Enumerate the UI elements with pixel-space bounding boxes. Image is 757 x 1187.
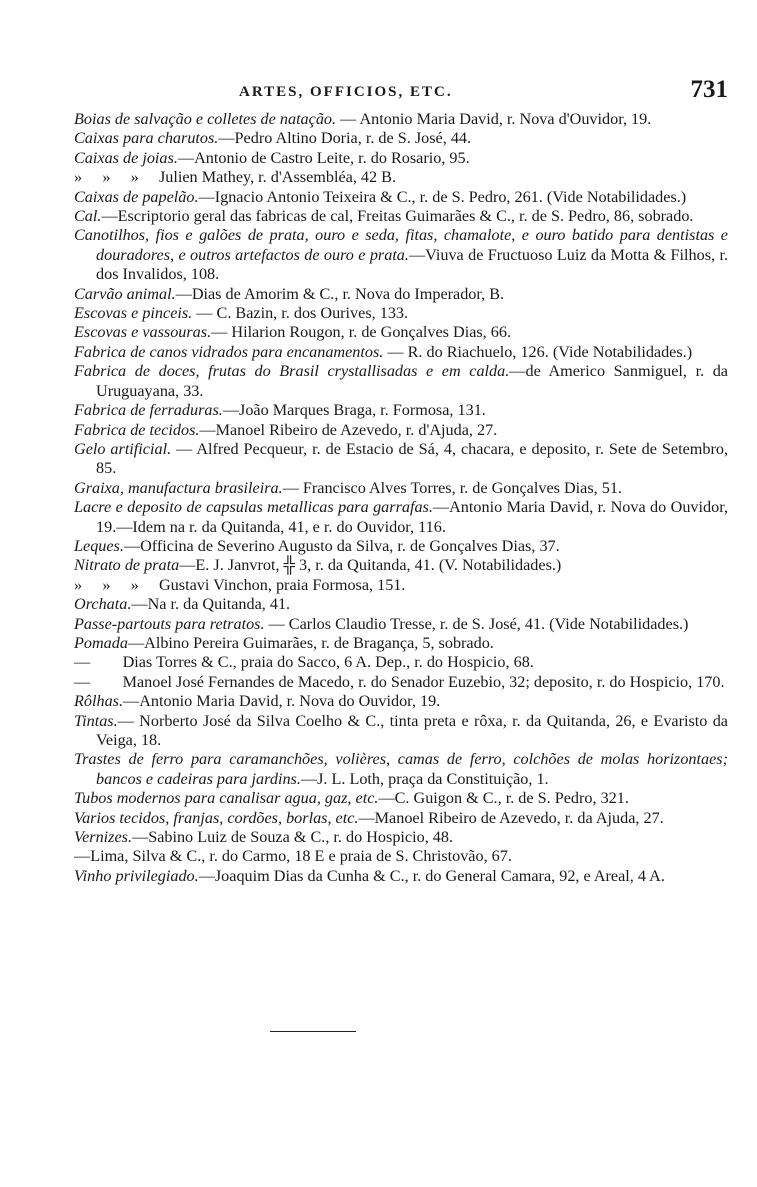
entry-details: —Antonio Maria David, r. Nova do Ouvidor, 19.—Idem na r. da Quitanda, 41, e r. do Ouvidor, 116. <box>96 498 733 536</box>
entry-trade: Fabrica de doces, frutas do Brasil crystallisadas e em calda. <box>74 362 510 381</box>
entry-trade: Trastes de ferro para caramanchões, volières, camas de ferro, colchões de molas horizontaes; bancos e cadeiras para jardins. <box>74 750 733 788</box>
entry-details: —Joaquim Dias da Cunha & C., r. do General Camara, 92, e Areal, 4 A. <box>198 866 665 885</box>
entry-trade: Fabrica de canos vidrados para encanamentos. <box>74 342 384 361</box>
entry-details: —Viuva de Fructuoso Luiz da Motta & Filhos, r. dos Invalidos, 108. <box>96 245 733 284</box>
entry-details: — Manoel José Fernandes de Macedo, r. do Senador Euzebio, 32; deposito, r. do Hospicio, 170. <box>74 672 725 691</box>
list-item <box>74 634 728 653</box>
entry-details: — Hilarion Rougon, r. de Gonçalves Dias, 66. <box>211 323 512 342</box>
list-item <box>74 479 728 498</box>
list-item <box>74 188 728 207</box>
closing-rule <box>270 1031 356 1032</box>
entry-details: — Norberto José da Silva Coelho & C., tinta preta e rôxa, r. da Quitanda, 26, e Evaristo da Veiga, 18. <box>96 711 732 749</box>
entry-details: —Dias de Amorim & C., r. Nova do Imperador, B. <box>175 284 505 303</box>
list-item <box>74 537 728 556</box>
entry-details: —J. L. Loth, praça da Constituição, 1. <box>300 769 549 788</box>
list-item <box>74 343 728 362</box>
entry-trade: Vernizes. <box>74 828 132 847</box>
entry-trade: Caixas para charutos. <box>74 129 219 148</box>
entry-details: —Escriptorio geral das fabricas de cal, Freitas Guimarães & C., r. de S. Pedro, 86, sobrado. <box>101 207 694 226</box>
entry-details: —C. Guigon & C., r. de S. Pedro, 321. <box>378 789 629 808</box>
list-item <box>74 304 728 323</box>
list-item <box>74 750 733 789</box>
entry-trade: Escovas e vassouras. <box>74 323 212 342</box>
list-item <box>74 673 728 692</box>
list-item <box>74 226 733 284</box>
list-item <box>74 168 728 187</box>
list-item <box>74 576 728 595</box>
entry-trade: Tubos modernos para canalisar agua, gaz, etc. <box>74 789 379 808</box>
list-item <box>74 110 728 129</box>
entry-trade: Lacre e deposito de capsulas metallicas para garrafas. <box>74 498 433 517</box>
list-item <box>74 149 728 168</box>
entry-details: —Ignacio Antonio Teixeira & C., r. de S. Pedro, 261. (Vide Notabilidades.) <box>198 187 687 206</box>
list-item <box>74 692 728 711</box>
entry-details: —de Americo Sanmiguel, r. da Uruguayana, 33. <box>96 362 733 400</box>
list-item <box>74 809 728 828</box>
entry-trade: Orchata. <box>74 595 132 614</box>
list-item <box>74 129 728 148</box>
entry-details: —Manoel Ribeiro de Azevedo, r. d'Ajuda, 27. <box>199 420 498 439</box>
entry-details: » » » Gustavi Vinchon, praia Formosa, 151. <box>74 575 406 594</box>
list-item <box>74 323 728 342</box>
list-item <box>74 615 728 634</box>
entry-trade: Fabrica de ferraduras. <box>74 401 223 420</box>
entry-trade: Passe-partouts para retratos. <box>74 614 265 633</box>
entry-trade: Varios tecidos, franjas, cordões, borlas, etc. <box>74 808 359 827</box>
list-item <box>74 595 728 614</box>
entry-details: — C. Bazin, r. dos Ourives, 133. <box>192 304 409 323</box>
list-item <box>74 867 728 886</box>
entry-trade: Gelo artificial. <box>74 439 172 458</box>
entry-details: —Sabino Luiz de Souza & C., r. do Hospicio, 48. <box>132 828 454 847</box>
list-item <box>74 401 728 420</box>
entry-trade: Escovas e pinceis. <box>74 304 193 323</box>
list-item <box>74 439 733 479</box>
list-item <box>74 207 728 226</box>
entry-details: » » » Julien Mathey, r. d'Assembléa, 42 B. <box>74 168 396 187</box>
entry-details: —E. J. Janvrot, ╬ 3, r. da Quitanda, 41. (V. Notabilidades.) <box>179 556 562 575</box>
book-page <box>74 74 733 886</box>
entry-details: — Francisco Alves Torres, r. de Gonçalves Dias, 51. <box>282 478 622 497</box>
entry-trade: Leques. <box>74 536 124 555</box>
entry-details: —Na r. da Quitanda, 41. <box>131 595 291 614</box>
entry-trade: Pomada <box>74 633 128 652</box>
list-item <box>74 828 728 847</box>
page-number: 731 <box>690 76 728 103</box>
entry-trade: Boias de salvação e colletes de natação. <box>74 110 337 128</box>
entry-details: —Lima, Silva & C., r. do Carmo, 18 E e praia de S. Christovão, 67. <box>74 847 512 866</box>
list-item <box>74 789 728 808</box>
entry-details: —Officina de Severino Augusto da Silva, r. de Gonçalves Dias, 37. <box>123 536 560 555</box>
entry-trade: Canotilhos, fios e galões de prata, ouro e seda, fitas, chamalote, e ouro batido para dentistas e douradores, e outros artefactos de ouro e prata. <box>74 226 733 264</box>
list-item <box>74 421 728 440</box>
entry-details: — Dias Torres & C., praia do Sacco, 6 A. Dep., r. do Hospicio, 68. <box>74 653 534 672</box>
list-item <box>74 556 728 575</box>
entry-details: —Antonio Maria David, r. Nova do Ouvidor, 19. <box>123 692 441 711</box>
list-item <box>74 285 728 304</box>
entry-details: — Carlos Claudio Tresse, r. de S. José, 41. (Vide Notabilidades.) <box>264 614 689 633</box>
entry-trade: Tintas. <box>74 711 118 730</box>
entry-trade: Vinho privilegiado. <box>74 866 199 885</box>
entry-details: —Pedro Altino Doria, r. de S. José, 44. <box>218 129 472 148</box>
entry-details: —João Marques Braga, r. Formosa, 131. <box>222 401 486 420</box>
entry-trade: Nitrato de prata <box>74 556 180 575</box>
entry-details: —Antonio de Castro Leite, r. do Rosario, 95. <box>177 148 470 167</box>
entry-trade: Carvão animal. <box>74 284 176 303</box>
entry-details: —Manoel Ribeiro de Azevedo, r. da Ajuda, 27. <box>358 808 664 827</box>
entry-details: —Albino Pereira Guimarães, r. de Bragança, 5, sobrado. <box>127 633 494 652</box>
entry-details: — Antonio Maria David, r. Nova d'Ouvidor, 19. <box>336 110 652 128</box>
entry-trade: Caixas de joias. <box>74 148 178 167</box>
running-title: ARTES, OFFICIOS, ETC. <box>239 84 453 100</box>
entry-trade: Fabrica de tecidos. <box>74 420 200 439</box>
list-item <box>74 498 733 537</box>
entry-trade: Caixas de papelão. <box>74 187 199 206</box>
entry-details: — Alfred Pecqueur, r. de Estacio de Sá, 4, chacara, e deposito, r. Sete de Setembro, 85. <box>96 439 733 478</box>
directory-list <box>74 110 733 886</box>
list-item <box>74 653 728 672</box>
entry-details: — R. do Riachuelo, 126. (Vide Notabilidades.) <box>383 342 693 361</box>
page-header <box>74 74 728 110</box>
list-item <box>74 362 733 401</box>
list-item <box>74 847 728 866</box>
entry-trade: Cal. <box>74 207 102 226</box>
entry-trade: Rôlhas. <box>74 692 124 711</box>
entry-trade: Graixa, manufactura brasileira. <box>74 478 283 497</box>
list-item <box>74 711 732 751</box>
